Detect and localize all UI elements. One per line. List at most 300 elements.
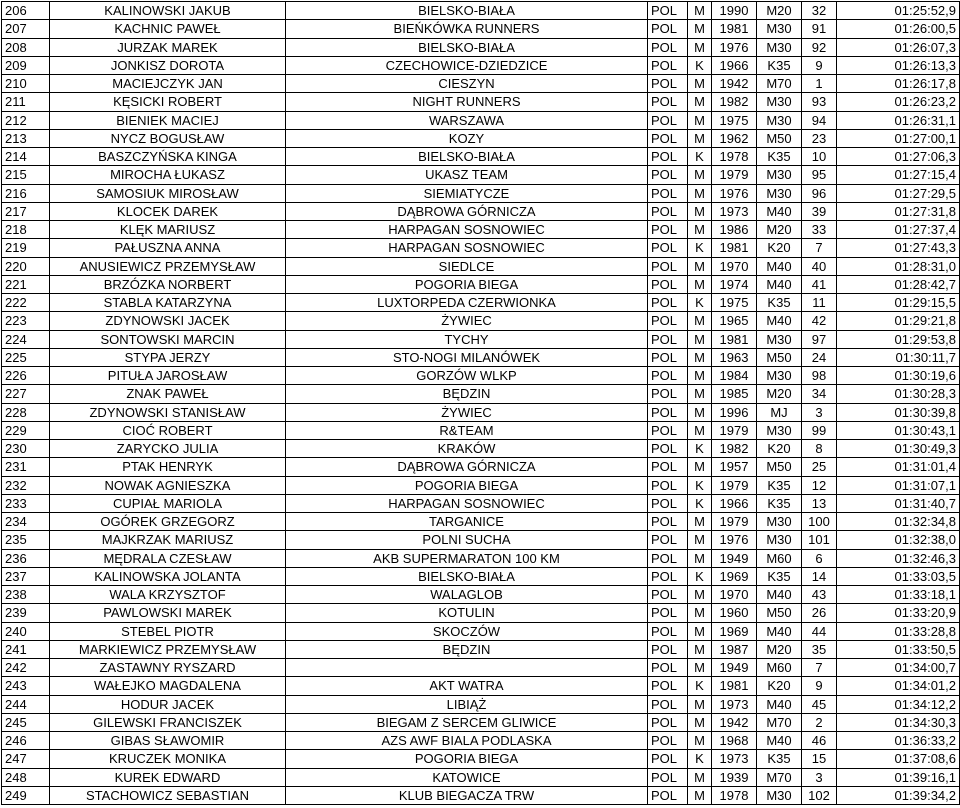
club-cell: ŻYWIEC [286, 312, 648, 330]
sex-cell: M [688, 659, 712, 677]
nationality-cell: POL [648, 695, 688, 713]
nationality-cell: POL [648, 586, 688, 604]
finish-time-cell: 01:39:34,2 [837, 786, 960, 804]
nationality-cell: POL [648, 494, 688, 512]
table-row [2, 294, 960, 312]
table-row [2, 184, 960, 202]
finish-time-cell: 01:30:28,3 [837, 385, 960, 403]
table-row [2, 513, 960, 531]
nationality-cell: POL [648, 640, 688, 658]
place-cell: 232 [2, 476, 50, 494]
place-cell: 207 [2, 20, 50, 38]
sex-cell: K [688, 567, 712, 585]
birth-year-cell: 1962 [712, 129, 757, 147]
category-cell: M20 [757, 640, 802, 658]
club-cell: KOTULIN [286, 604, 648, 622]
sex-cell: M [688, 385, 712, 403]
runner-name-cell: KACHNIC PAWEŁ [50, 20, 286, 38]
table-row [2, 421, 960, 439]
place-cell: 212 [2, 111, 50, 129]
category-place-cell: 98 [802, 367, 837, 385]
sex-cell: M [688, 38, 712, 56]
category-place-cell: 9 [802, 677, 837, 695]
table-row [2, 786, 960, 804]
runner-name-cell: KLOCEK DAREK [50, 202, 286, 220]
table-row [2, 549, 960, 567]
table-row [2, 768, 960, 786]
runner-name-cell: MĘDRALA CZESŁAW [50, 549, 286, 567]
sex-cell: M [688, 257, 712, 275]
category-cell: M60 [757, 659, 802, 677]
birth-year-cell: 1973 [712, 695, 757, 713]
finish-time-cell: 01:30:49,3 [837, 440, 960, 458]
category-place-cell: 102 [802, 786, 837, 804]
place-cell: 222 [2, 294, 50, 312]
birth-year-cell: 1982 [712, 440, 757, 458]
club-cell: SKOCZÓW [286, 622, 648, 640]
place-cell: 234 [2, 513, 50, 531]
category-place-cell: 99 [802, 421, 837, 439]
club-cell: ŻYWIEC [286, 403, 648, 421]
birth-year-cell: 1976 [712, 184, 757, 202]
club-cell: DĄBROWA GÓRNICZA [286, 202, 648, 220]
category-place-cell: 91 [802, 20, 837, 38]
birth-year-cell: 1981 [712, 20, 757, 38]
table-row [2, 567, 960, 585]
nationality-cell: POL [648, 476, 688, 494]
birth-year-cell: 1939 [712, 768, 757, 786]
place-cell: 235 [2, 531, 50, 549]
sex-cell: M [688, 275, 712, 293]
club-cell: CZECHOWICE-DZIEDZICE [286, 56, 648, 74]
category-cell: K35 [757, 148, 802, 166]
place-cell: 227 [2, 385, 50, 403]
place-cell: 237 [2, 567, 50, 585]
place-cell: 225 [2, 348, 50, 366]
category-cell: K35 [757, 476, 802, 494]
finish-time-cell: 01:34:00,7 [837, 659, 960, 677]
birth-year-cell: 1981 [712, 239, 757, 257]
club-cell: BIELSKO-BIAŁA [286, 2, 648, 20]
club-cell: CIESZYN [286, 75, 648, 93]
club-cell: SIEMIATYCZE [286, 184, 648, 202]
table-row [2, 677, 960, 695]
finish-time-cell: 01:27:37,4 [837, 221, 960, 239]
category-place-cell: 10 [802, 148, 837, 166]
place-cell: 214 [2, 148, 50, 166]
sex-cell: M [688, 531, 712, 549]
birth-year-cell: 1979 [712, 476, 757, 494]
runner-name-cell: ZDYNOWSKI JACEK [50, 312, 286, 330]
birth-year-cell: 1978 [712, 786, 757, 804]
place-cell: 244 [2, 695, 50, 713]
finish-time-cell: 01:26:07,3 [837, 38, 960, 56]
table-row [2, 640, 960, 658]
sex-cell: K [688, 476, 712, 494]
runner-name-cell: HODUR JACEK [50, 695, 286, 713]
table-row [2, 2, 960, 20]
sex-cell: M [688, 330, 712, 348]
sex-cell: M [688, 586, 712, 604]
club-cell: LIBIĄŻ [286, 695, 648, 713]
category-cell: K20 [757, 239, 802, 257]
place-cell: 229 [2, 421, 50, 439]
finish-time-cell: 01:30:19,6 [837, 367, 960, 385]
runner-name-cell: SAMOSIUK MIROSŁAW [50, 184, 286, 202]
category-place-cell: 94 [802, 111, 837, 129]
runner-name-cell: OGÓREK GRZEGORZ [50, 513, 286, 531]
place-cell: 243 [2, 677, 50, 695]
sex-cell: M [688, 768, 712, 786]
category-cell: M70 [757, 768, 802, 786]
category-place-cell: 40 [802, 257, 837, 275]
table-row [2, 440, 960, 458]
category-place-cell: 25 [802, 458, 837, 476]
nationality-cell: POL [648, 604, 688, 622]
finish-time-cell: 01:36:33,2 [837, 732, 960, 750]
category-place-cell: 1 [802, 75, 837, 93]
birth-year-cell: 1978 [712, 148, 757, 166]
category-place-cell: 23 [802, 129, 837, 147]
category-place-cell: 3 [802, 403, 837, 421]
runner-name-cell: CUPIAŁ MARIOLA [50, 494, 286, 512]
sex-cell: M [688, 640, 712, 658]
nationality-cell: POL [648, 622, 688, 640]
table-row [2, 275, 960, 293]
runner-name-cell: KUREK EDWARD [50, 768, 286, 786]
place-cell: 236 [2, 549, 50, 567]
nationality-cell: POL [648, 458, 688, 476]
sex-cell: M [688, 513, 712, 531]
club-cell: POGORIA BIEGA [286, 750, 648, 768]
category-place-cell: 95 [802, 166, 837, 184]
place-cell: 228 [2, 403, 50, 421]
category-place-cell: 2 [802, 713, 837, 731]
table-row [2, 695, 960, 713]
sex-cell: M [688, 348, 712, 366]
sex-cell: M [688, 129, 712, 147]
place-cell: 240 [2, 622, 50, 640]
finish-time-cell: 01:26:31,1 [837, 111, 960, 129]
runner-name-cell: WAŁEJKO MAGDALENA [50, 677, 286, 695]
category-cell: M40 [757, 257, 802, 275]
category-place-cell: 15 [802, 750, 837, 768]
nationality-cell: POL [648, 385, 688, 403]
place-cell: 210 [2, 75, 50, 93]
birth-year-cell: 1942 [712, 713, 757, 731]
nationality-cell: POL [648, 659, 688, 677]
nationality-cell: POL [648, 367, 688, 385]
category-place-cell: 96 [802, 184, 837, 202]
sex-cell: M [688, 458, 712, 476]
club-cell: GORZÓW WLKP [286, 367, 648, 385]
sex-cell: M [688, 202, 712, 220]
place-cell: 216 [2, 184, 50, 202]
nationality-cell: POL [648, 221, 688, 239]
finish-time-cell: 01:28:31,0 [837, 257, 960, 275]
sex-cell: K [688, 677, 712, 695]
birth-year-cell: 1949 [712, 659, 757, 677]
birth-year-cell: 1976 [712, 38, 757, 56]
finish-time-cell: 01:27:29,5 [837, 184, 960, 202]
club-cell: AKT WATRA [286, 677, 648, 695]
place-cell: 221 [2, 275, 50, 293]
category-cell: M40 [757, 202, 802, 220]
club-cell: TYCHY [286, 330, 648, 348]
nationality-cell: POL [648, 531, 688, 549]
category-cell: M30 [757, 166, 802, 184]
place-cell: 249 [2, 786, 50, 804]
sex-cell: K [688, 294, 712, 312]
club-cell: UKASZ TEAM [286, 166, 648, 184]
table-row [2, 239, 960, 257]
nationality-cell: POL [648, 421, 688, 439]
nationality-cell: POL [648, 93, 688, 111]
club-cell: BIELSKO-BIAŁA [286, 38, 648, 56]
table-row [2, 56, 960, 74]
finish-time-cell: 01:34:01,2 [837, 677, 960, 695]
table-row [2, 348, 960, 366]
nationality-cell: POL [648, 111, 688, 129]
finish-time-cell: 01:33:18,1 [837, 586, 960, 604]
club-cell: WALAGLOB [286, 586, 648, 604]
birth-year-cell: 1990 [712, 2, 757, 20]
table-row [2, 458, 960, 476]
category-place-cell: 97 [802, 330, 837, 348]
club-cell: NIGHT RUNNERS [286, 93, 648, 111]
place-cell: 223 [2, 312, 50, 330]
category-cell: M30 [757, 367, 802, 385]
birth-year-cell: 1976 [712, 531, 757, 549]
sex-cell: M [688, 732, 712, 750]
category-place-cell: 26 [802, 604, 837, 622]
category-cell: M40 [757, 622, 802, 640]
category-cell: M40 [757, 732, 802, 750]
runner-name-cell: PAWLOWSKI MAREK [50, 604, 286, 622]
place-cell: 248 [2, 768, 50, 786]
club-cell: AZS AWF BIALA PODLASKA [286, 732, 648, 750]
nationality-cell: POL [648, 732, 688, 750]
finish-time-cell: 01:33:20,9 [837, 604, 960, 622]
finish-time-cell: 01:34:30,3 [837, 713, 960, 731]
runner-name-cell: BIENIEK MACIEJ [50, 111, 286, 129]
category-place-cell: 7 [802, 239, 837, 257]
runner-name-cell: NOWAK AGNIESZKA [50, 476, 286, 494]
club-cell: POGORIA BIEGA [286, 476, 648, 494]
birth-year-cell: 1981 [712, 677, 757, 695]
category-cell: M30 [757, 111, 802, 129]
category-cell: K20 [757, 440, 802, 458]
birth-year-cell: 1973 [712, 202, 757, 220]
finish-time-cell: 01:30:43,1 [837, 421, 960, 439]
club-cell: LUXTORPEDA CZERWIONKA [286, 294, 648, 312]
birth-year-cell: 1965 [712, 312, 757, 330]
club-cell: HARPAGAN SOSNOWIEC [286, 494, 648, 512]
nationality-cell: POL [648, 239, 688, 257]
table-row [2, 202, 960, 220]
category-cell: K35 [757, 56, 802, 74]
table-row [2, 330, 960, 348]
finish-time-cell: 01:31:07,1 [837, 476, 960, 494]
table-row [2, 111, 960, 129]
category-place-cell: 42 [802, 312, 837, 330]
category-cell: M30 [757, 531, 802, 549]
sex-cell: M [688, 604, 712, 622]
place-cell: 238 [2, 586, 50, 604]
category-place-cell: 46 [802, 732, 837, 750]
category-place-cell: 3 [802, 768, 837, 786]
category-cell: M30 [757, 20, 802, 38]
birth-year-cell: 1949 [712, 549, 757, 567]
nationality-cell: POL [648, 56, 688, 74]
finish-time-cell: 01:33:03,5 [837, 567, 960, 585]
category-place-cell: 41 [802, 275, 837, 293]
table-row [2, 385, 960, 403]
table-row [2, 604, 960, 622]
nationality-cell: POL [648, 275, 688, 293]
sex-cell: M [688, 403, 712, 421]
finish-time-cell: 01:28:42,7 [837, 275, 960, 293]
category-cell: K35 [757, 294, 802, 312]
category-place-cell: 43 [802, 586, 837, 604]
nationality-cell: POL [648, 75, 688, 93]
birth-year-cell: 1986 [712, 221, 757, 239]
finish-time-cell: 01:26:23,2 [837, 93, 960, 111]
nationality-cell: POL [648, 148, 688, 166]
club-cell: POLNI SUCHA [286, 531, 648, 549]
category-cell: M70 [757, 75, 802, 93]
category-cell: M50 [757, 604, 802, 622]
club-cell: KLUB BIEGACZA TRW [286, 786, 648, 804]
runner-name-cell: WALA KRZYSZTOF [50, 586, 286, 604]
category-place-cell: 45 [802, 695, 837, 713]
category-cell: M30 [757, 330, 802, 348]
category-cell: M40 [757, 586, 802, 604]
runner-name-cell: KALINOWSKI JAKUB [50, 2, 286, 20]
category-place-cell: 33 [802, 221, 837, 239]
nationality-cell: POL [648, 312, 688, 330]
finish-time-cell: 01:30:11,7 [837, 348, 960, 366]
sex-cell: M [688, 713, 712, 731]
table-row [2, 531, 960, 549]
finish-time-cell: 01:30:39,8 [837, 403, 960, 421]
runner-name-cell: NYCZ BOGUSŁAW [50, 129, 286, 147]
finish-time-cell: 01:32:46,3 [837, 549, 960, 567]
table-row [2, 166, 960, 184]
category-cell: M30 [757, 93, 802, 111]
sex-cell: M [688, 75, 712, 93]
category-place-cell: 24 [802, 348, 837, 366]
place-cell: 239 [2, 604, 50, 622]
birth-year-cell: 1979 [712, 166, 757, 184]
club-cell: AKB SUPERMARATON 100 KM [286, 549, 648, 567]
nationality-cell: POL [648, 166, 688, 184]
birth-year-cell: 1963 [712, 348, 757, 366]
runner-name-cell: PTAK HENRYK [50, 458, 286, 476]
sex-cell: M [688, 221, 712, 239]
sex-cell: M [688, 184, 712, 202]
table-row [2, 403, 960, 421]
table-row [2, 659, 960, 677]
place-cell: 217 [2, 202, 50, 220]
nationality-cell: POL [648, 677, 688, 695]
results-table [1, 1, 960, 805]
place-cell: 226 [2, 367, 50, 385]
finish-time-cell: 01:31:40,7 [837, 494, 960, 512]
club-cell: HARPAGAN SOSNOWIEC [286, 221, 648, 239]
table-row [2, 367, 960, 385]
category-place-cell: 8 [802, 440, 837, 458]
category-place-cell: 14 [802, 567, 837, 585]
sex-cell: M [688, 367, 712, 385]
category-cell: M30 [757, 421, 802, 439]
place-cell: 211 [2, 93, 50, 111]
category-place-cell: 11 [802, 294, 837, 312]
place-cell: 247 [2, 750, 50, 768]
nationality-cell: POL [648, 129, 688, 147]
club-cell: WARSZAWA [286, 111, 648, 129]
runner-name-cell: ZDYNOWSKI STANISŁAW [50, 403, 286, 421]
club-cell: BĘDZIN [286, 640, 648, 658]
sex-cell: M [688, 93, 712, 111]
finish-time-cell: 01:37:08,6 [837, 750, 960, 768]
birth-year-cell: 1982 [712, 93, 757, 111]
club-cell: KRAKÓW [286, 440, 648, 458]
nationality-cell: POL [648, 440, 688, 458]
runner-name-cell: MACIEJCZYK JAN [50, 75, 286, 93]
sex-cell: M [688, 312, 712, 330]
category-place-cell: 34 [802, 385, 837, 403]
table-row [2, 312, 960, 330]
nationality-cell: POL [648, 257, 688, 275]
nationality-cell: POL [648, 403, 688, 421]
category-place-cell: 9 [802, 56, 837, 74]
birth-year-cell: 1966 [712, 56, 757, 74]
category-cell: K35 [757, 494, 802, 512]
finish-time-cell: 01:27:15,4 [837, 166, 960, 184]
finish-time-cell: 01:29:21,8 [837, 312, 960, 330]
runner-name-cell: STABLA KATARZYNA [50, 294, 286, 312]
finish-time-cell: 01:31:01,4 [837, 458, 960, 476]
nationality-cell: POL [648, 750, 688, 768]
place-cell: 215 [2, 166, 50, 184]
category-place-cell: 93 [802, 93, 837, 111]
category-cell: K35 [757, 567, 802, 585]
category-cell: M50 [757, 348, 802, 366]
runner-name-cell: BRZÓZKA NORBERT [50, 275, 286, 293]
results-body [2, 2, 960, 805]
runner-name-cell: SONTOWSKI MARCIN [50, 330, 286, 348]
runner-name-cell: MARKIEWICZ PRZEMYSŁAW [50, 640, 286, 658]
nationality-cell: POL [648, 20, 688, 38]
place-cell: 245 [2, 713, 50, 731]
sex-cell: K [688, 56, 712, 74]
club-cell: BIEŃKÓWKA RUNNERS [286, 20, 648, 38]
table-row [2, 622, 960, 640]
birth-year-cell: 1973 [712, 750, 757, 768]
sex-cell: M [688, 20, 712, 38]
category-cell: M70 [757, 713, 802, 731]
runner-name-cell: STYPA JERZY [50, 348, 286, 366]
finish-time-cell: 01:26:00,5 [837, 20, 960, 38]
runner-name-cell: JURZAK MAREK [50, 38, 286, 56]
category-cell: K35 [757, 750, 802, 768]
runner-name-cell: GIBAS SŁAWOMIR [50, 732, 286, 750]
club-cell: BIELSKO-BIAŁA [286, 148, 648, 166]
nationality-cell: POL [648, 38, 688, 56]
finish-time-cell: 01:27:06,3 [837, 148, 960, 166]
category-place-cell: 13 [802, 494, 837, 512]
